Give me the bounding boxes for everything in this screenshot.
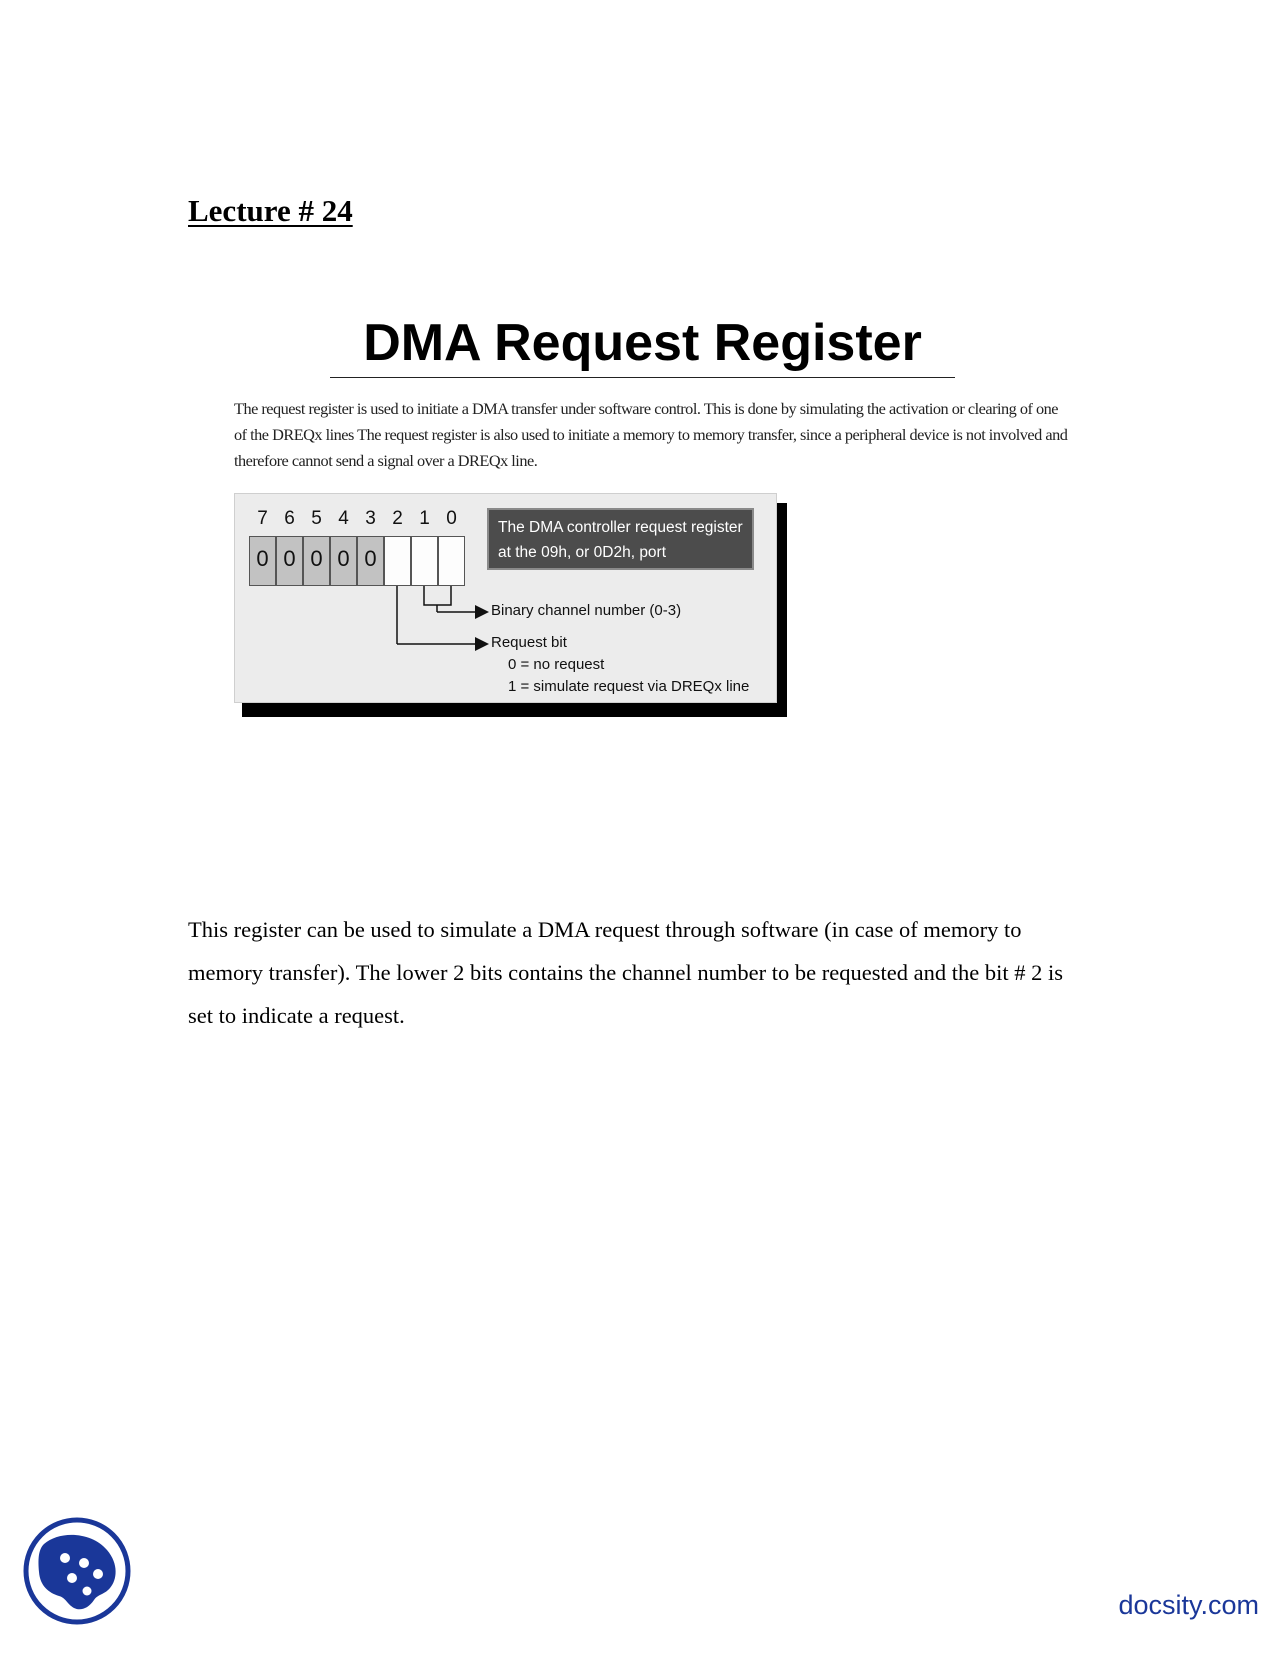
bit-number-2: 2: [392, 508, 403, 529]
channel-number-label: Binary channel number (0-3): [491, 602, 682, 619]
bit-number-7: 7: [257, 508, 268, 529]
channel-bracket-line: [424, 586, 451, 605]
request-option-1: 1 = simulate request via DREQx line: [508, 678, 750, 695]
bit-number-4: 4: [338, 508, 349, 529]
bit-cell-3: 0: [357, 536, 384, 586]
bit-number-0: 0: [446, 508, 457, 529]
channel-arrow-head-icon: [475, 605, 489, 619]
slide-description: The request register is used to initiate a DMA transfer under software control. This is done by simulating the activation or clearing of one of the DREQx lines The request register is also used to initiate a memory to memory transfer, since a peripheral device is not involved and therefore cannot send a signal over a DREQx line.: [234, 399, 1068, 470]
docsity-logo-icon[interactable]: [22, 1516, 132, 1626]
bit-cell-5: 0: [303, 536, 330, 586]
bit-cell-7: 0: [249, 536, 276, 586]
body-paragraph: This register can be used to simulate a DMA request through software (in case of memory to memory transfer). The lower 2 bits contains the channel number to be requested and the bit # 2 is set to indicate a request.: [188, 917, 1063, 1028]
bit-number-6: 6: [284, 508, 295, 529]
slide-title: DMA Request Register: [330, 313, 955, 378]
bit-number-3: 3: [365, 508, 376, 529]
diagram-panel: [234, 493, 777, 703]
caption-line-1: The DMA controller request register: [498, 519, 743, 536]
bit-number-1: 1: [419, 508, 430, 529]
caption-line-2: at the 09h, or 0D2h, port: [498, 544, 667, 561]
lecture-heading: Lecture # 24: [188, 193, 353, 228]
bit-number-5: 5: [311, 508, 322, 529]
request-bit-label: Request bit: [491, 634, 567, 651]
connector-lines: [235, 494, 778, 704]
register-diagram: [234, 493, 787, 717]
bit-cell-4: 0: [330, 536, 357, 586]
request-arrow-head-icon: [475, 637, 489, 651]
docsity-brand-link[interactable]: docsity.com: [1118, 1590, 1259, 1620]
request-option-0: 0 = no request: [508, 656, 605, 673]
bit-cell-6: 0: [276, 536, 303, 586]
